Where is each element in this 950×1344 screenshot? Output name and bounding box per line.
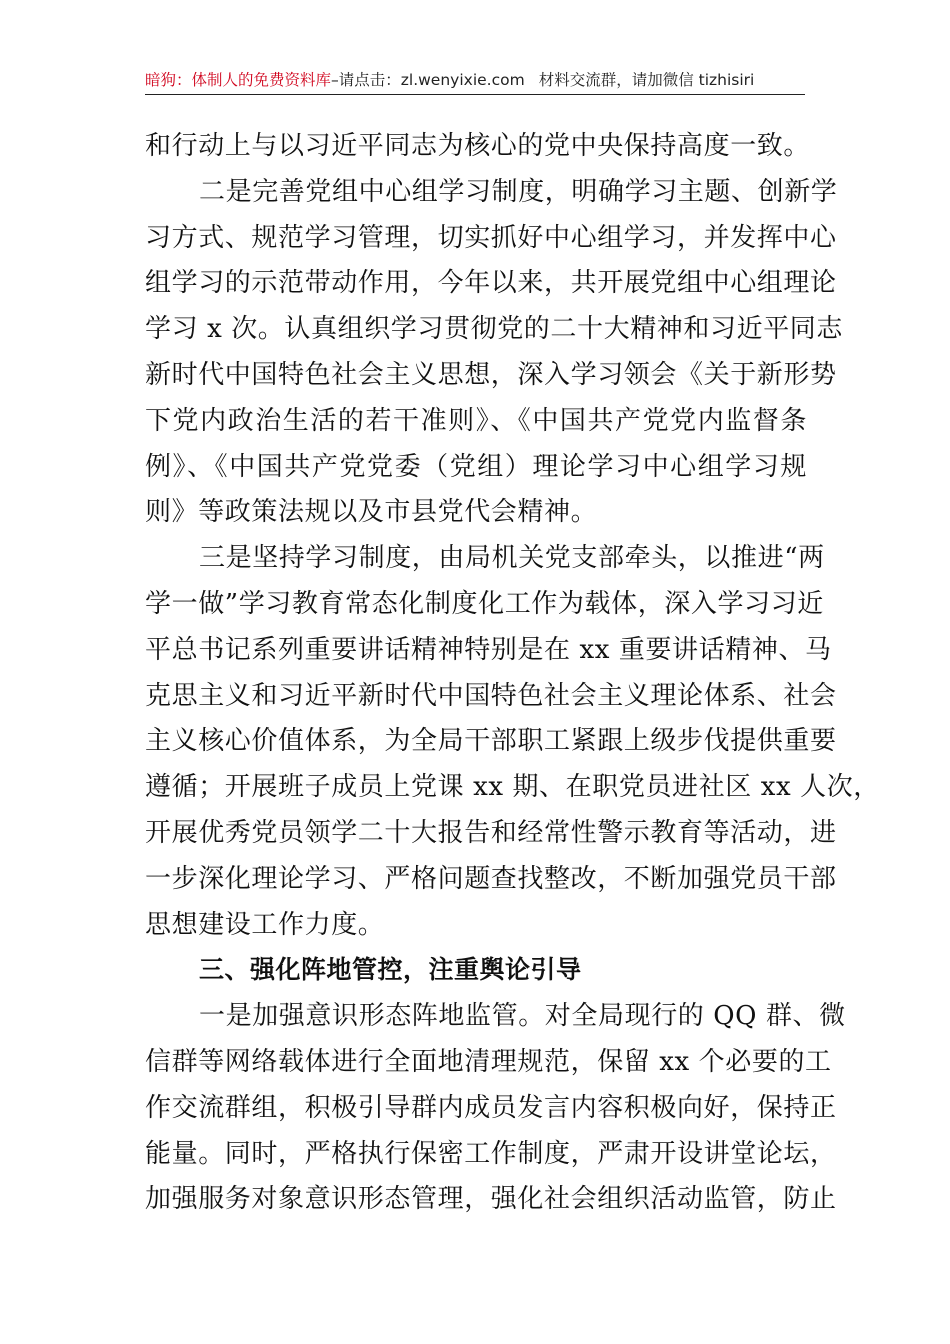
text-line: 思想建设工作力度。 xyxy=(145,909,385,940)
text-line: 遵循；开展班子成员上党课 xx 期、在职党员进社区 xx 人次， xyxy=(145,772,880,803)
text-line: 一步深化理论学习、严格问题查找整改，不断加强党员干部 xyxy=(145,863,837,894)
text-line: 下党内政治生活的若干准则》、《中国共产党党内监督条 xyxy=(145,405,807,436)
text-line: 例》、《中国共产党党委（党组）理论学习中心组学习规 xyxy=(145,451,807,482)
text-line: 开展优秀党员领学二十大报告和经常性警示教育等活动，进 xyxy=(145,817,837,848)
text-line: 和行动上与以习近平同志为核心的党中央保持高度一致。 xyxy=(145,131,811,161)
text-line: 主义核心价值体系，为全局干部职工紧跟上级步伐提供重要 xyxy=(145,726,837,757)
text-line: 学一做”学习教育常态化制度化工作为载体，深入学习习近 xyxy=(145,588,824,619)
text-line: 习方式、规范学习管理，切实抓好中心组学习，并发挥中心 xyxy=(145,222,837,253)
text-line: 学习 x 次。认真组织学习贯彻党的二十大精神和习近平同志 xyxy=(145,314,843,345)
header-group-info: 材料交流群，请加微信 tizhisiri xyxy=(538,71,755,89)
text-line: 能量。同时，严格执行保密工作制度，严肃开设讲堂论坛， xyxy=(145,1138,837,1169)
text-line: 加强服务对象意识形态管理，强化社会组织活动监管，防止 xyxy=(145,1184,837,1215)
text-line: 平总书记系列重要讲话精神特别是在 xx 重要讲话精神、马 xyxy=(145,634,832,665)
text-line: 新时代中国特色社会主义思想，深入学习领会《关于新形势 xyxy=(145,359,837,390)
text-line: 作交流群组，积极引导群内成员发言内容积极向好，保持正 xyxy=(145,1092,837,1123)
text-line: 一是加强意识形态阵地监管。对全局现行的 QQ 群、微 xyxy=(199,1001,846,1032)
text-line: 克思主义和习近平新时代中国特色社会主义理论体系、社会 xyxy=(145,680,837,711)
text-line: 信群等网络载体进行全面地清理规范，保留 xx 个必要的工 xyxy=(145,1046,832,1077)
header-site-name: 暗狗：体制人的免费资料库 xyxy=(145,71,332,89)
document-body xyxy=(145,128,880,1227)
text-line: 二是完善党组中心组学习制度，明确学习主题、创新学 xyxy=(199,176,838,207)
text-line: 三是坚持学习制度，由局机关党支部牵头，以推进“两 xyxy=(199,543,825,574)
page-header xyxy=(145,66,805,95)
header-link[interactable]: –请点击：zl.wenyixie.com xyxy=(331,71,525,89)
section-heading: 三、强化阵地管控，注重舆论引导 xyxy=(199,955,582,985)
text-line: 组学习的示范带动作用，今年以来，共开展党组中心组理论 xyxy=(145,268,837,299)
text-line: 则》等政策法规以及市县党代会精神。 xyxy=(145,497,598,528)
